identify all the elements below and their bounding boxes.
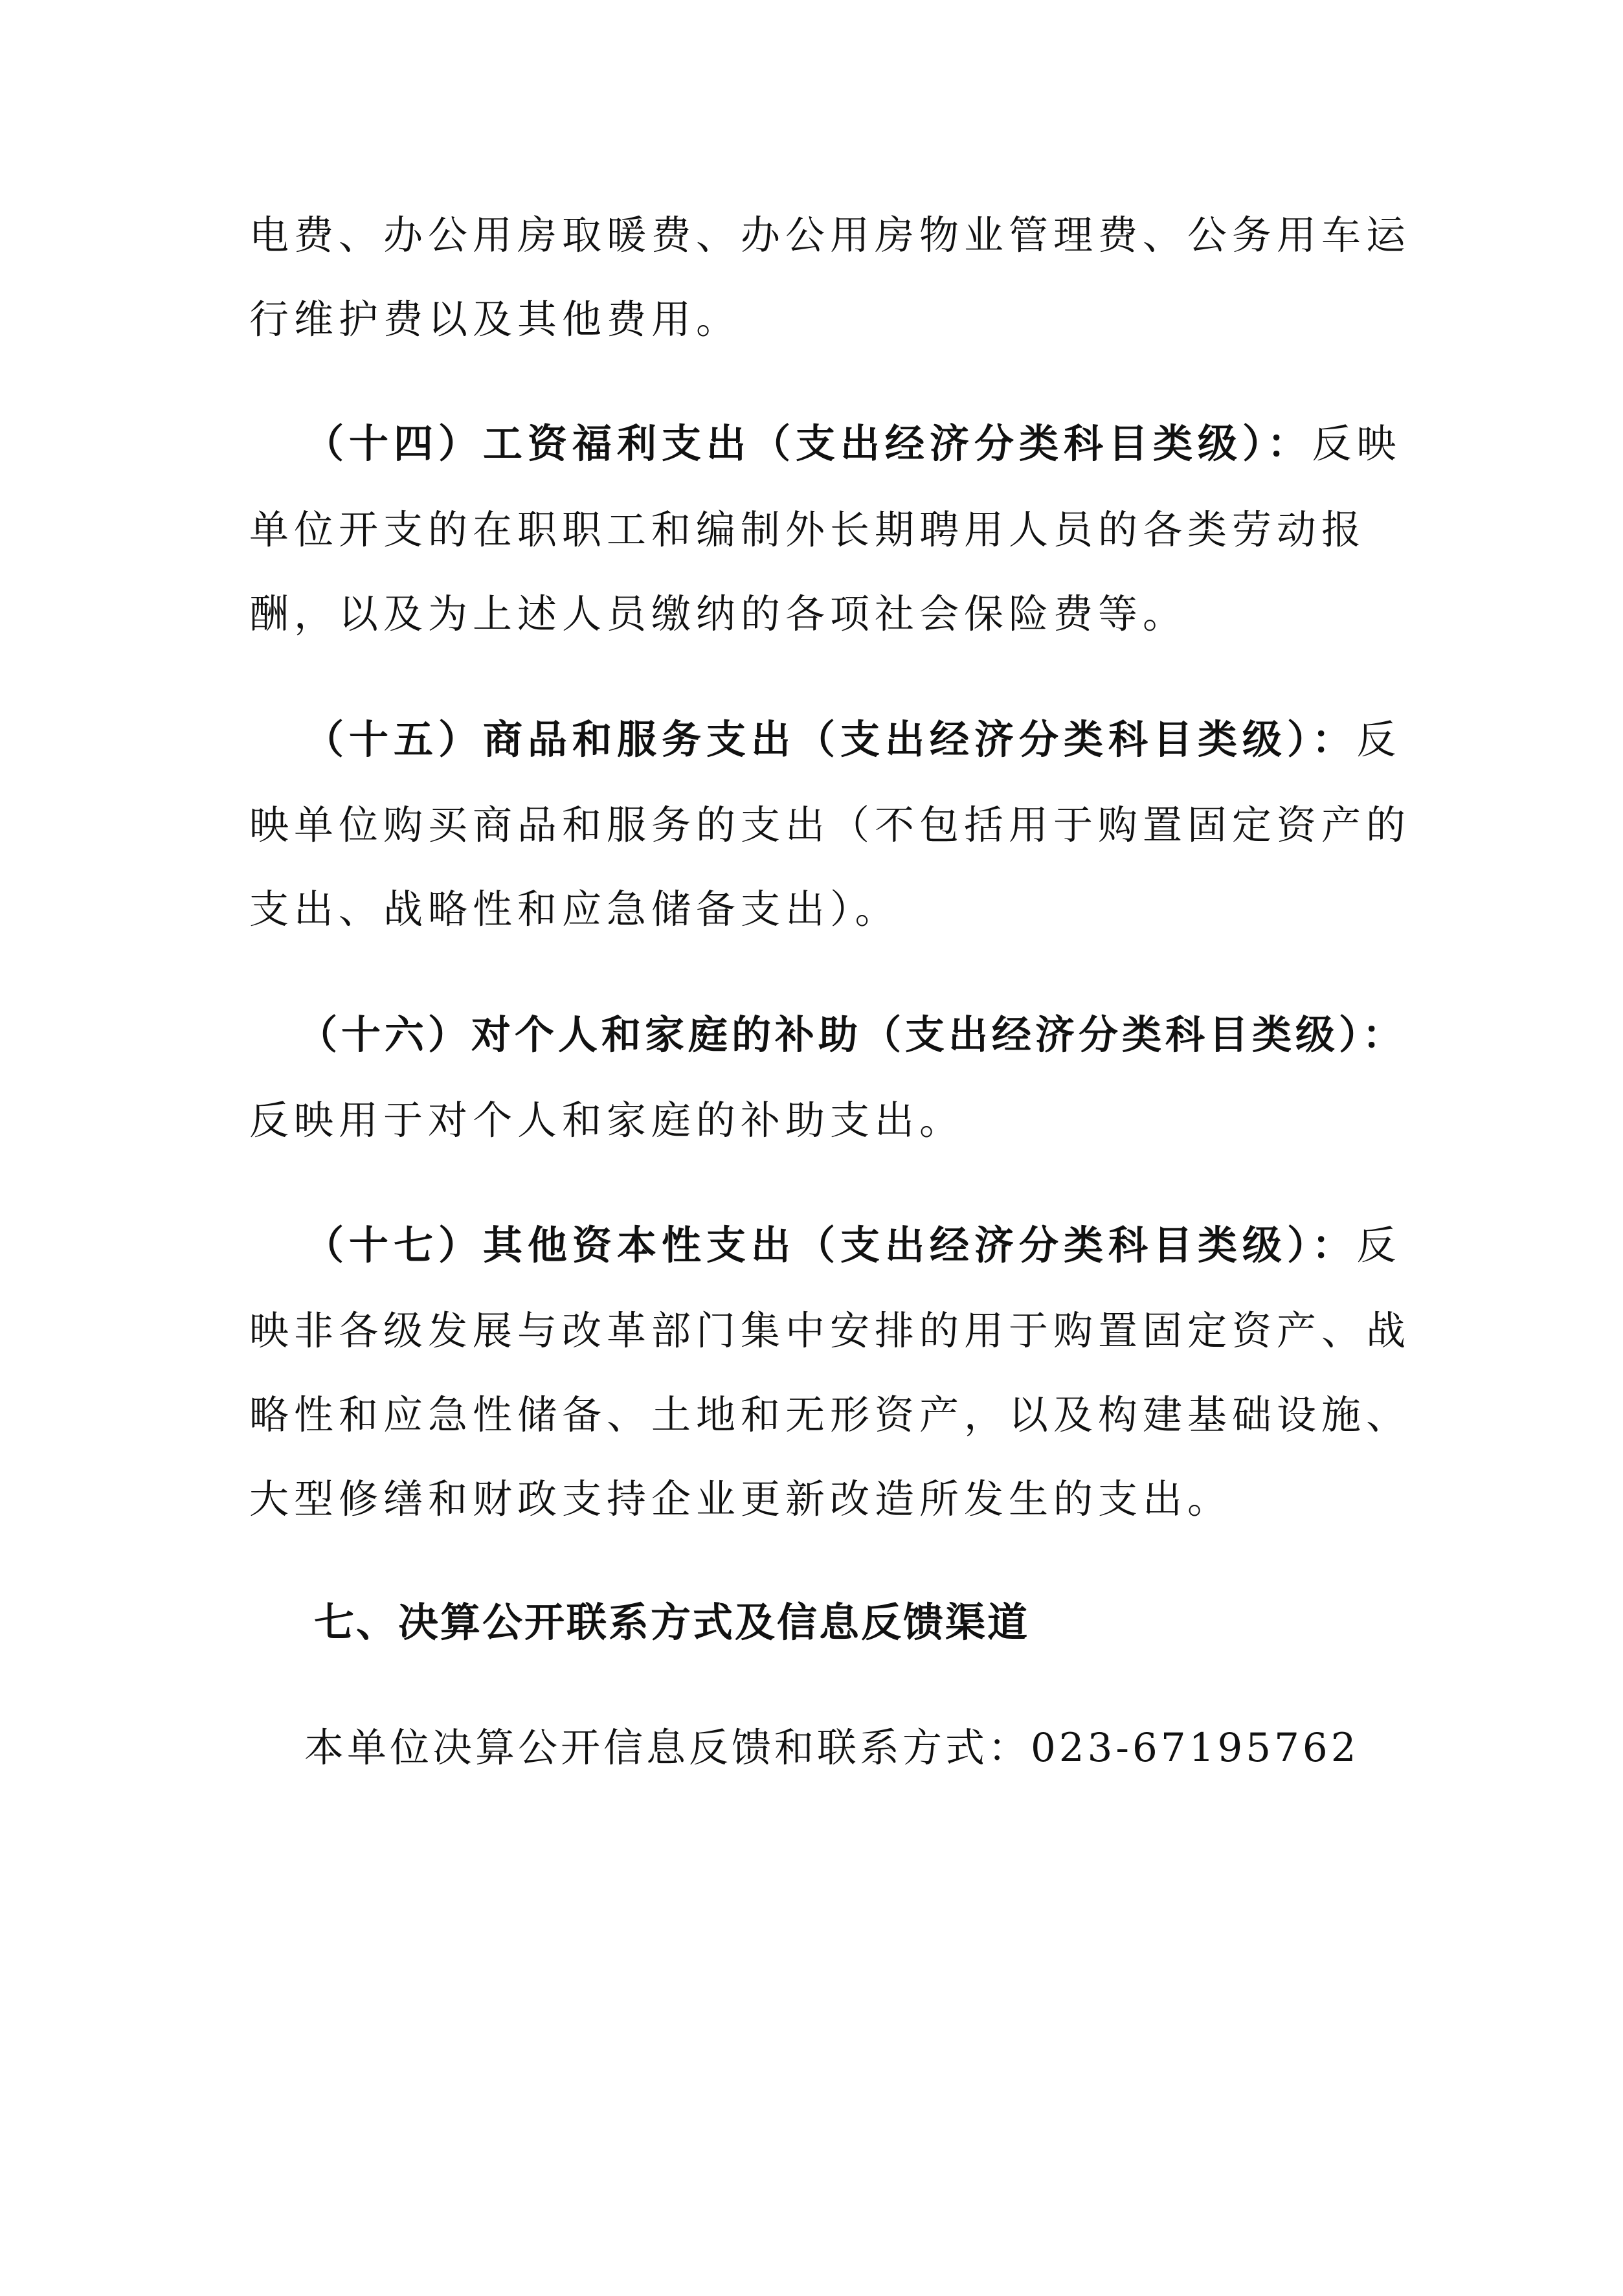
item-15-text: 支出、战略性和应急储备支出）。 [249, 886, 900, 932]
item-14-line-2 [249, 507, 1367, 553]
item-17-text: 反 [1356, 1222, 1402, 1268]
item-14-text: 酬，以及为上述人员缴纳的各项社会保险费等。 [249, 591, 1188, 637]
item-17-line-2 [249, 1308, 1411, 1354]
item-14-label: （十四）工资福利支出（支出经济分类科目类级）： [304, 421, 1312, 467]
paragraph-line [249, 297, 741, 343]
item-14-line-3 [249, 591, 1188, 637]
item-14-text: 反映 [1312, 421, 1402, 467]
item-15-line-2 [249, 802, 1411, 848]
item-17-text: 略性和应急性储备、土地和无形资产，以及构建基础设施、 [249, 1392, 1411, 1438]
item-15-label: （十五）商品和服务支出（支出经济分类科目类级）： [304, 717, 1357, 763]
item-15-text: 反 [1356, 717, 1402, 763]
item-17-label: （十七）其他资本性支出（支出经济分类科目类级）： [304, 1222, 1357, 1268]
item-17-text: 映非各级发展与改革部门集中安排的用于购置固定资产、战 [249, 1308, 1411, 1354]
item-17-text: 大型修缮和财政支持企业更新改造所发生的支出。 [249, 1476, 1233, 1522]
contact-text: 本单位决算公开信息反馈和联系方式：023-67195762 [304, 1725, 1360, 1771]
section-heading-text: 七、决算公开联系方式及信息反馈渠道 [314, 1599, 1030, 1646]
item-14-text: 单位开支的在职职工和编制外长期聘用人员的各类劳动报 [249, 507, 1367, 553]
item-16-line-2 [249, 1097, 965, 1143]
item-17-line-3 [249, 1392, 1411, 1438]
continued-text: 行维护费以及其他费用。 [249, 297, 741, 343]
contact-line [304, 1725, 1360, 1771]
item-14-line-1 [304, 421, 1402, 467]
item-15-line-3 [249, 886, 900, 932]
item-17-line-4 [249, 1476, 1233, 1522]
item-16-text: 反映用于对个人和家庭的补助支出。 [249, 1097, 965, 1143]
paragraph-line [249, 212, 1411, 258]
item-15-text: 映单位购买商品和服务的支出（不包括用于购置固定资产的 [249, 802, 1411, 848]
continued-text: 电费、办公用房取暖费、办公用房物业管理费、公务用车运 [249, 212, 1411, 258]
item-17-line-1 [304, 1222, 1402, 1268]
item-16-label: （十六）对个人和家庭的补助（支出经济分类科目类级）： [298, 1012, 1406, 1058]
section-7-heading [314, 1599, 1030, 1646]
item-16-line-1 [298, 1012, 1406, 1058]
item-15-line-1 [304, 717, 1402, 763]
